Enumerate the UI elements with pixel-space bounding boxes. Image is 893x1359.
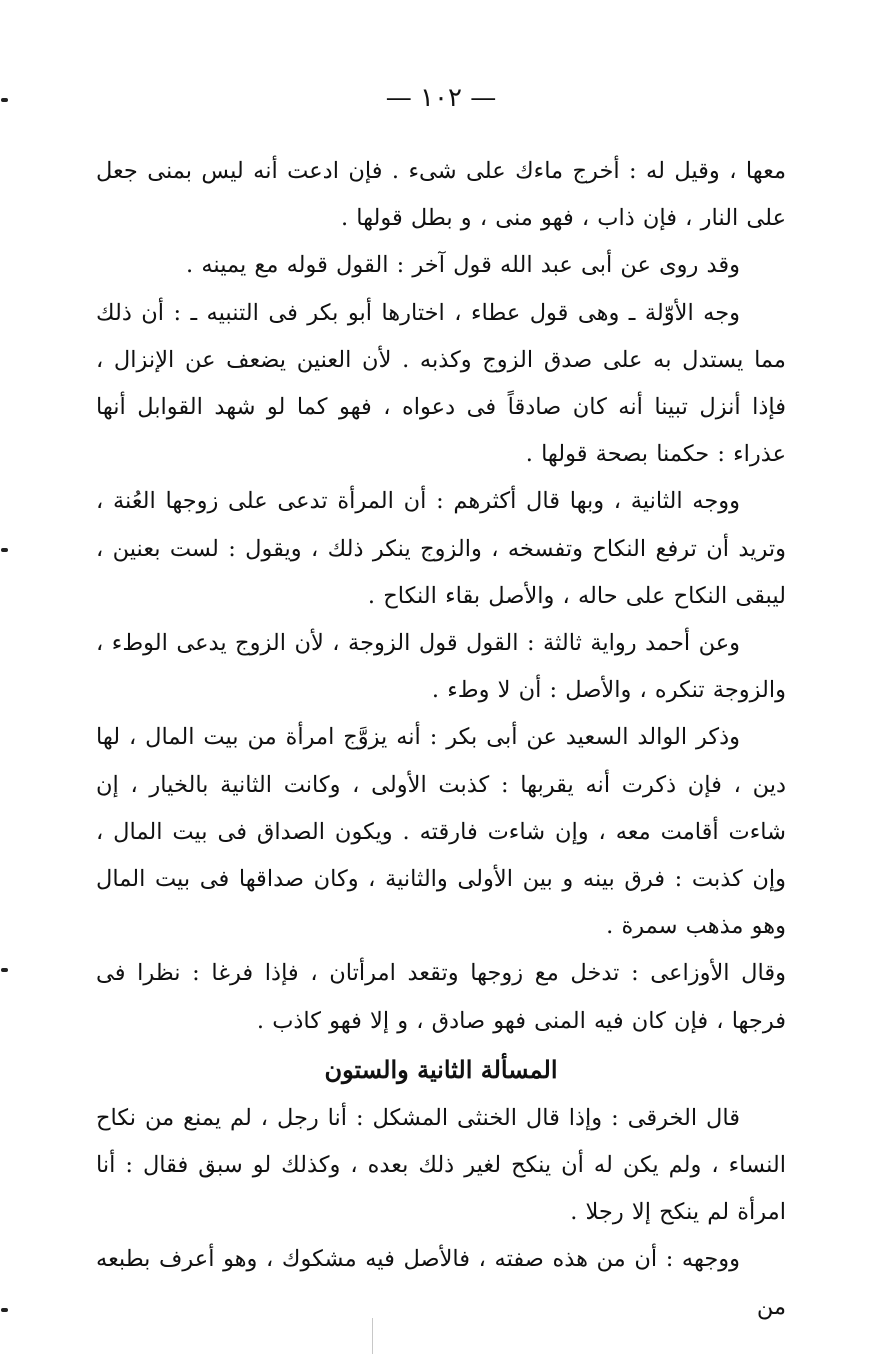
margin-mark-1 [1,98,8,102]
paragraph-7: وقال الأوزاعى : تدخل مع زوجها وتقعد امرأتان ، فإذا فرغا : نظرا فى فرجها ، فإن كان فيه المنى فهو صادق ، و إلا فهو كاذب . [96,960,786,1034]
margin-mark-3 [1,968,8,972]
paragraph-3: وجه الأوّلة ـ وهى قول عطاء ، اختارها أبو بكر فى التنبيه ـ : أن ذلك مما يستدل به على صدق الزوج وكذبه . لأن العنين يضعف عن الإنزال ، فإذا أنزل تبينا أنه كان صادقاً فى دعواه ، فهو كما لو شهد القوابل أنها عذراء : حكمنا بصحة قولها . [96,299,786,468]
paragraph-8: قال الخرقى : وإذا قال الخنثى المشكل : أنا رجل ، لم يمنع من نكاح النساء ، ولم يكن له أن ينكح لغير ذلك بعده ، وكذلك لو سبق فقال : أنا امرأة لم ينكح إلا رجلا . [96,1104,786,1226]
paragraph-5: وعن أحمد رواية ثالثة : القول قول الزوجة ، لأن الزوج يدعى الوطء ، والزوجة تنكره ، والأصل : أن لا وطء . [96,630,786,704]
paragraph-9: ووجهه : أن من هذه صفته ، فالأصل فيه مشكوك ، وهو أعرف بطبعه من [96,1246,786,1320]
margin-mark-4 [1,1308,8,1312]
section-heading: المسألة الثانية والستون [324,1054,558,1084]
page-number: — ١٠٢ — [385,83,497,113]
paragraph-4: ووجه الثانية ، وبها قال أكثرهم : أن المرأة تدعى على زوجها العُنة ، وتريد أن ترفع النكاح وتفسخه ، والزوج ينكر ذلك ، ويقول : لست بعنين ، ليبقى النكاح على حاله ، والأصل بقاء النكاح . [96,488,786,609]
paragraph-6: وذكر الوالد السعيد عن أبى بكر : أنه يزوَّج امرأة من بيت المال ، لها دين ، فإن ذكرت أنه يقربها : كذبت الأولى ، وكانت الثانية بالخيار ، إن شاءت أقامت معه ، وإن شاءت فارقته . ويكون الصداق فى بيت المال ، وإن كذبت : فرق بينه و بين الأولى والثانية ، وكان صداقها فى بيت المال وهو مذهب سمرة . [96,724,786,940]
paragraph-1: معها ، وقيل له : أخرج ماءك على شىء . فإن ادعت أنه ليس بمنى جعل على النار ، فإن ذاب ، فهو منى ، و بطل قولها . [96,158,786,232]
document-page [96,78,786,1348]
paragraph-2: وقد روى عن أبى عبد الله قول آخر : القول قوله مع يمينه . [186,252,740,279]
margin-mark-2 [1,548,8,552]
